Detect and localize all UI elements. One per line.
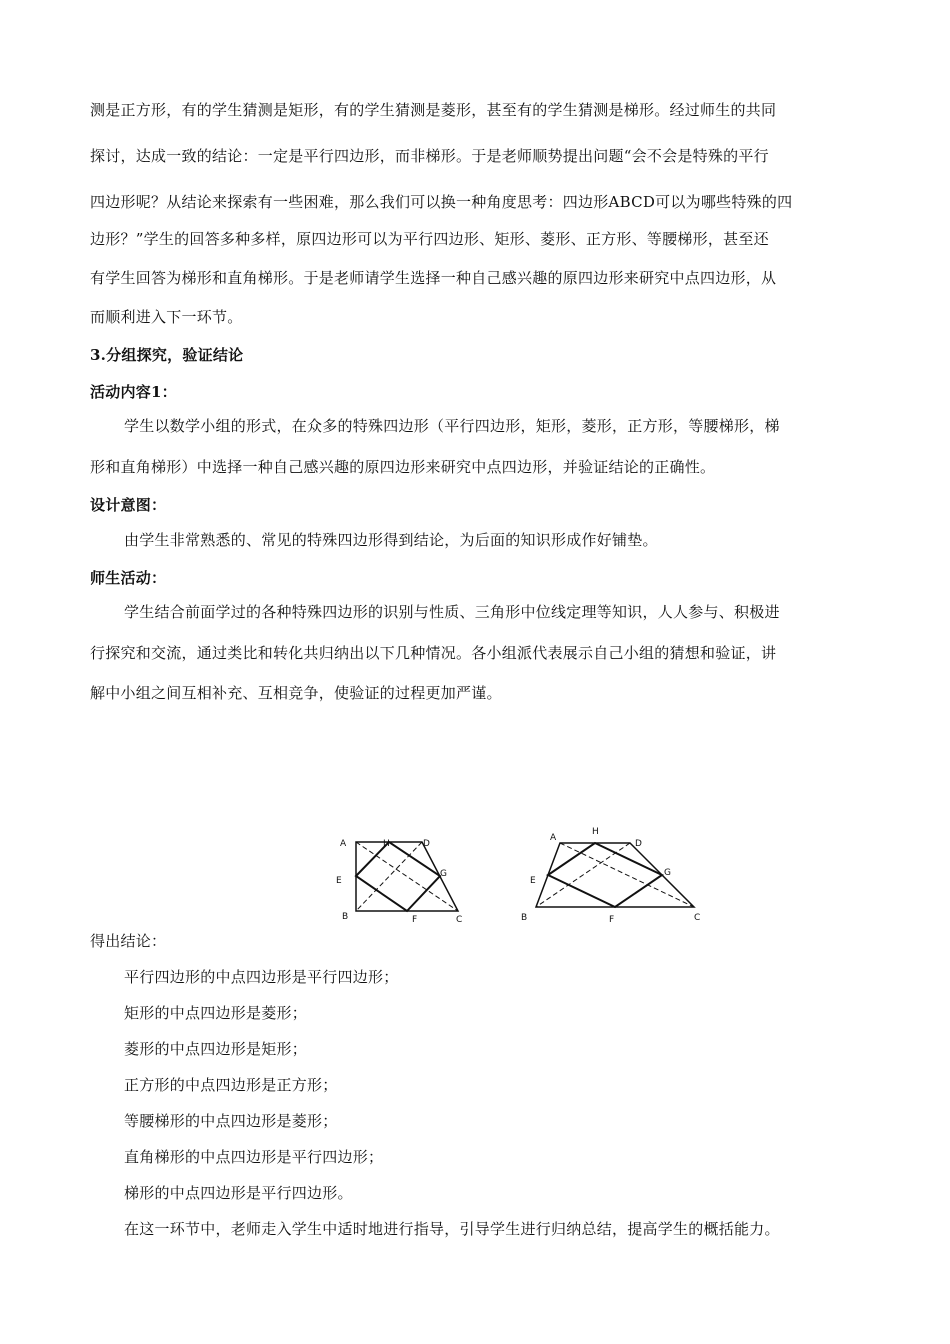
label-G: G (664, 868, 671, 878)
label-A: A (340, 839, 347, 849)
teacher-text-line: 解中小组之间互相补充、互相竞争，使验证的过程更加严谨。 (90, 684, 502, 702)
right-figure (521, 827, 700, 925)
paragraph-line: 测是正方形，有的学生猜测是矩形，有的学生猜测是菱形，甚至有的学生猜测是梯形。经过师生的共同 (90, 101, 777, 119)
teacher-text-line: 学生结合前面学过的各种特殊四边形的识别与性质、三角形中位线定理等知识，人人参与、积极进 (124, 603, 780, 621)
right-midpoint-quadrilateral (548, 843, 662, 907)
paragraph-line: 边形？”学生的回答多种多样，原四边形可以为平行四边形、矩形、菱形、正方形、等腰梯形，甚至还 (90, 230, 769, 248)
activity-text-line: 形和直角梯形）中选择一种自己感兴趣的原四边形来研究中点四边形，并验证结论的正确性。 (90, 458, 716, 476)
design-heading: 设计意图： (90, 496, 167, 514)
activity-heading: 活动内容1： (90, 383, 177, 401)
conclusion-item: 矩形的中点四边形是菱形； (124, 1004, 308, 1022)
teacher-activity-heading: 师生活动： (90, 569, 167, 587)
label-A: A (550, 833, 557, 843)
conclusion-item: 菱形的中点四边形是矩形； (124, 1040, 308, 1058)
label-E: E (336, 876, 342, 886)
label-D: D (423, 839, 430, 849)
label-C: C (694, 913, 701, 923)
teacher-text-line: 行探究和交流，通过类比和转化共归纳出以下几种情况。各小组派代表展示自己小组的猜想和验证，讲 (90, 644, 777, 662)
figures-svg (328, 826, 708, 926)
conclusion-item: 正方形的中点四边形是正方形； (124, 1076, 338, 1094)
label-B: B (521, 913, 528, 923)
conclusion-item: 直角梯形的中点四边形是平行四边形； (124, 1148, 384, 1166)
midpoint-quadrilateral-figures (328, 826, 708, 926)
paragraph-line: 有学生回答为梯形和直角梯形。于是老师请学生选择一种自己感兴趣的原四边形来研究中点四边形，从 (90, 269, 777, 287)
label-G: G (440, 869, 447, 879)
label-F: F (609, 915, 615, 925)
conclusion-item: 平行四边形的中点四边形是平行四边形； (124, 968, 399, 986)
conclusion-item: 等腰梯形的中点四边形是菱形； (124, 1112, 338, 1130)
activity-text-line: 学生以数学小组的形式，在众多的特殊四边形（平行四边形，矩形，菱形，正方形，等腰梯形，梯 (124, 417, 780, 435)
label-B: B (342, 912, 349, 922)
label-H: H (383, 839, 390, 849)
paragraph-line: 探讨，达成一致的结论：一定是平行四边形，而非梯形。于是老师顺势提出问题“会不会是特殊的平行 (90, 147, 769, 165)
label-C: C (456, 915, 463, 925)
left-diagonal-bd (356, 842, 422, 911)
conclusion-item: 梯形的中点四边形是平行四边形。 (124, 1184, 353, 1202)
conclusion-heading: 得出结论： (90, 932, 167, 950)
closing-text: 在这一环节中，老师走入学生中适时地进行指导，引导学生进行归纳总结，提高学生的概括能力。 (124, 1220, 780, 1238)
label-E: E (530, 876, 536, 886)
label-H: H (592, 827, 599, 837)
design-text: 由学生非常熟悉的、常见的特殊四边形得到结论，为后面的知识形成作好铺垫。 (124, 531, 658, 549)
paragraph-line: 四边形呢？从结论来探索有一些困难，那么我们可以换一种角度思考：四边形ABCD可以为哪些特殊的四 (90, 193, 793, 211)
label-F: F (412, 915, 418, 925)
section-heading: 3.分组探究，验证结论 (90, 346, 244, 364)
label-D: D (635, 839, 642, 849)
paragraph-line: 而顺利进入下一环节。 (90, 308, 243, 326)
left-figure (336, 839, 462, 925)
